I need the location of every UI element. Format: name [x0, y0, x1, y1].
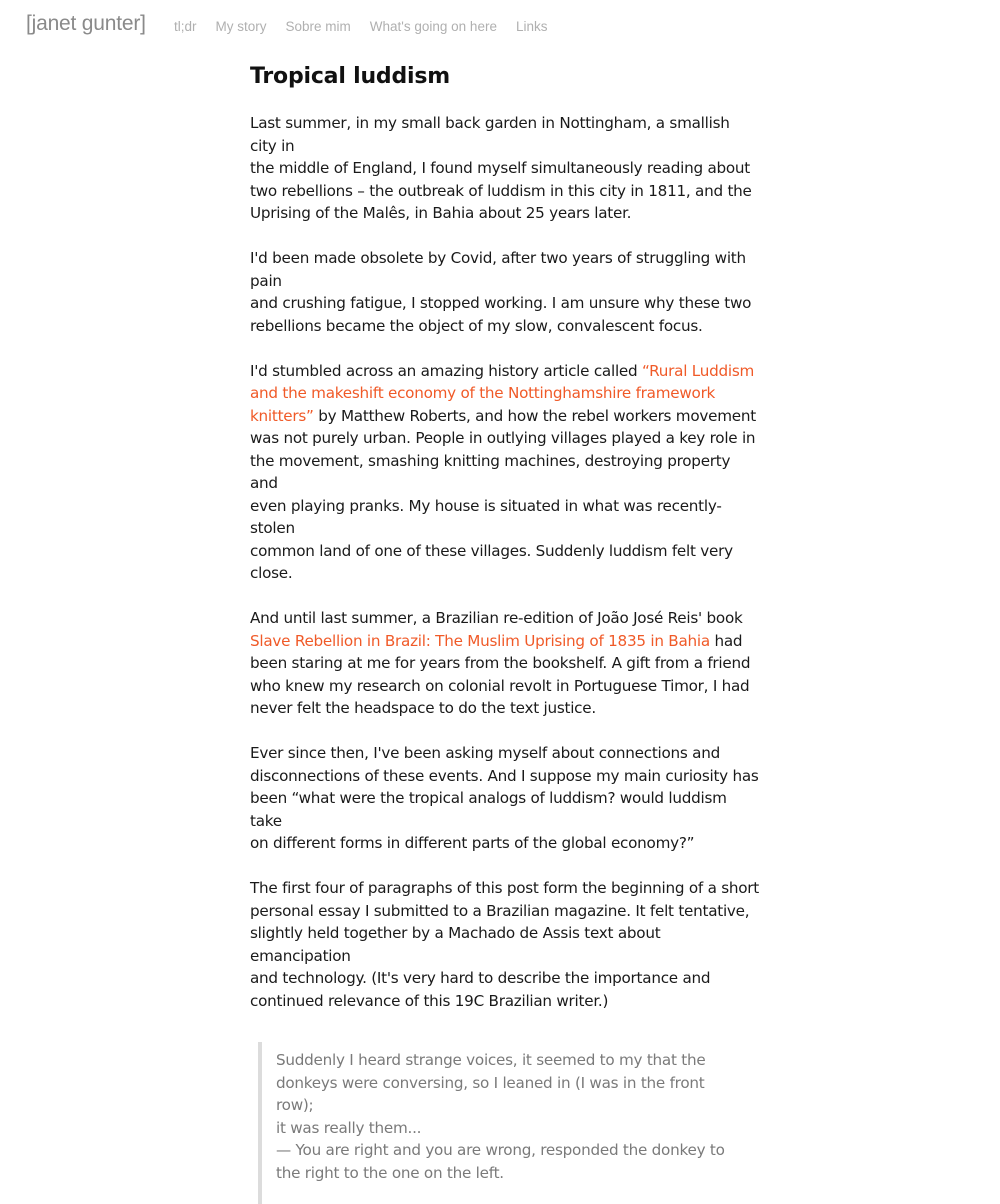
- text-line: and crushing fatigue, I stopped working. I am unsure why these two: [250, 294, 752, 312]
- text-line: rebellions became the object of my slow, convalescent focus.: [250, 316, 703, 335]
- text-line: by Matthew Roberts, and how the rebel workers movement: [313, 406, 756, 425]
- text-line: never felt the headspace to do the text justice.: [250, 699, 596, 717]
- text-line: on different forms in different parts of the global economy?”: [250, 834, 695, 852]
- text-line: had: [709, 631, 743, 650]
- text-line: two rebellions – the outbreak of luddism in this city in 1811, and the: [250, 181, 752, 200]
- text-line: Last summer, in my small back garden in Nottingham, a smallish city in: [250, 114, 730, 155]
- quote-line: it was really them...: [276, 1118, 422, 1137]
- paragraph-1: [250, 112, 760, 225]
- nav-link-my-story[interactable]: My story: [215, 19, 267, 34]
- text-line: disconnections of these events. And I suppose my main curiosity has: [250, 766, 759, 785]
- text-line: I'd been made obsolete by Covid, after two years of struggling with pain: [250, 249, 746, 290]
- text-line: I'd stumbled across an amazing history article called: [250, 361, 642, 380]
- quote-line: Suddenly I heard strange voices, it seemed to my that the: [276, 1051, 706, 1069]
- text-line: slightly held together by a Machado de Assis text about emancipation: [250, 924, 661, 965]
- text-line: personal essay I submitted to a Brazilian magazine. It felt tentative,: [250, 901, 750, 920]
- machado-quote: [258, 1042, 736, 1204]
- nav-link-tldr[interactable]: tl;dr: [174, 19, 197, 34]
- nav-link-links[interactable]: Links: [515, 19, 548, 34]
- paragraph-2: [250, 247, 760, 337]
- text-line: and technology. (It's very hard to describe the importance and: [250, 969, 711, 987]
- text-line: the middle of England, I found myself simultaneously reading about: [250, 159, 751, 177]
- quote-line: donkeys were conversing, so I leaned in (I was in the front row);: [276, 1073, 705, 1114]
- rural-luddism-article-link[interactable]: “Rural Luddism and the makeshift economy of the Nottinghamshire framework knitters”: [250, 361, 755, 425]
- text-line: continued relevance of this 19C Brazilian writer.): [250, 991, 609, 1010]
- text-line: been staring at me for years from the bookshelf. A gift from a friend: [250, 654, 751, 672]
- text-line: who knew my research on colonial revolt in Portuguese Timor, I had: [250, 676, 750, 695]
- text-line: common land of one of these villages. Suddenly luddism felt very close.: [250, 541, 733, 582]
- text-line: Uprising of the Malês, in Bahia about 25 years later.: [250, 204, 632, 222]
- text-line: been “what were the tropical analogs of luddism? would luddism take: [250, 789, 727, 830]
- text-line: And until last summer, a Brazilian re-edition of João José Reis' book: [250, 609, 743, 627]
- nav-link-whats-going-on[interactable]: What's going on here: [369, 19, 497, 34]
- paragraph-6: [250, 877, 760, 1012]
- paragraph-4: [250, 607, 760, 720]
- text-line: Ever since then, I've been asking myself about connections and: [250, 744, 720, 762]
- site-header: [0, 0, 1000, 54]
- quote-line: — You are right and you are wrong, responded the donkey to: [276, 1141, 725, 1159]
- paragraph-5: [250, 742, 760, 855]
- main-nav: [174, 19, 566, 34]
- site-title-link[interactable]: [janet gunter]: [26, 12, 146, 35]
- post-title: Tropical luddism: [250, 64, 450, 89]
- paragraph-3: [250, 360, 760, 585]
- nav-link-sobre-mim[interactable]: Sobre mim: [285, 19, 351, 34]
- text-line: even playing pranks. My house is situated in what was recently-stolen: [250, 496, 722, 537]
- text-line: was not purely urban. People in outlying villages played a key role in: [250, 429, 756, 447]
- text-line: The first four of paragraphs of this post form the beginning of a short: [250, 879, 759, 897]
- text-line: the movement, smashing knitting machines, destroying property and: [250, 451, 731, 492]
- slave-rebellion-book-link[interactable]: Slave Rebellion in Brazil: The Muslim Uprising of 1835 in Bahia: [250, 631, 710, 650]
- quote-line: the right to the one on the left.: [276, 1163, 504, 1182]
- post-content: [250, 60, 760, 1204]
